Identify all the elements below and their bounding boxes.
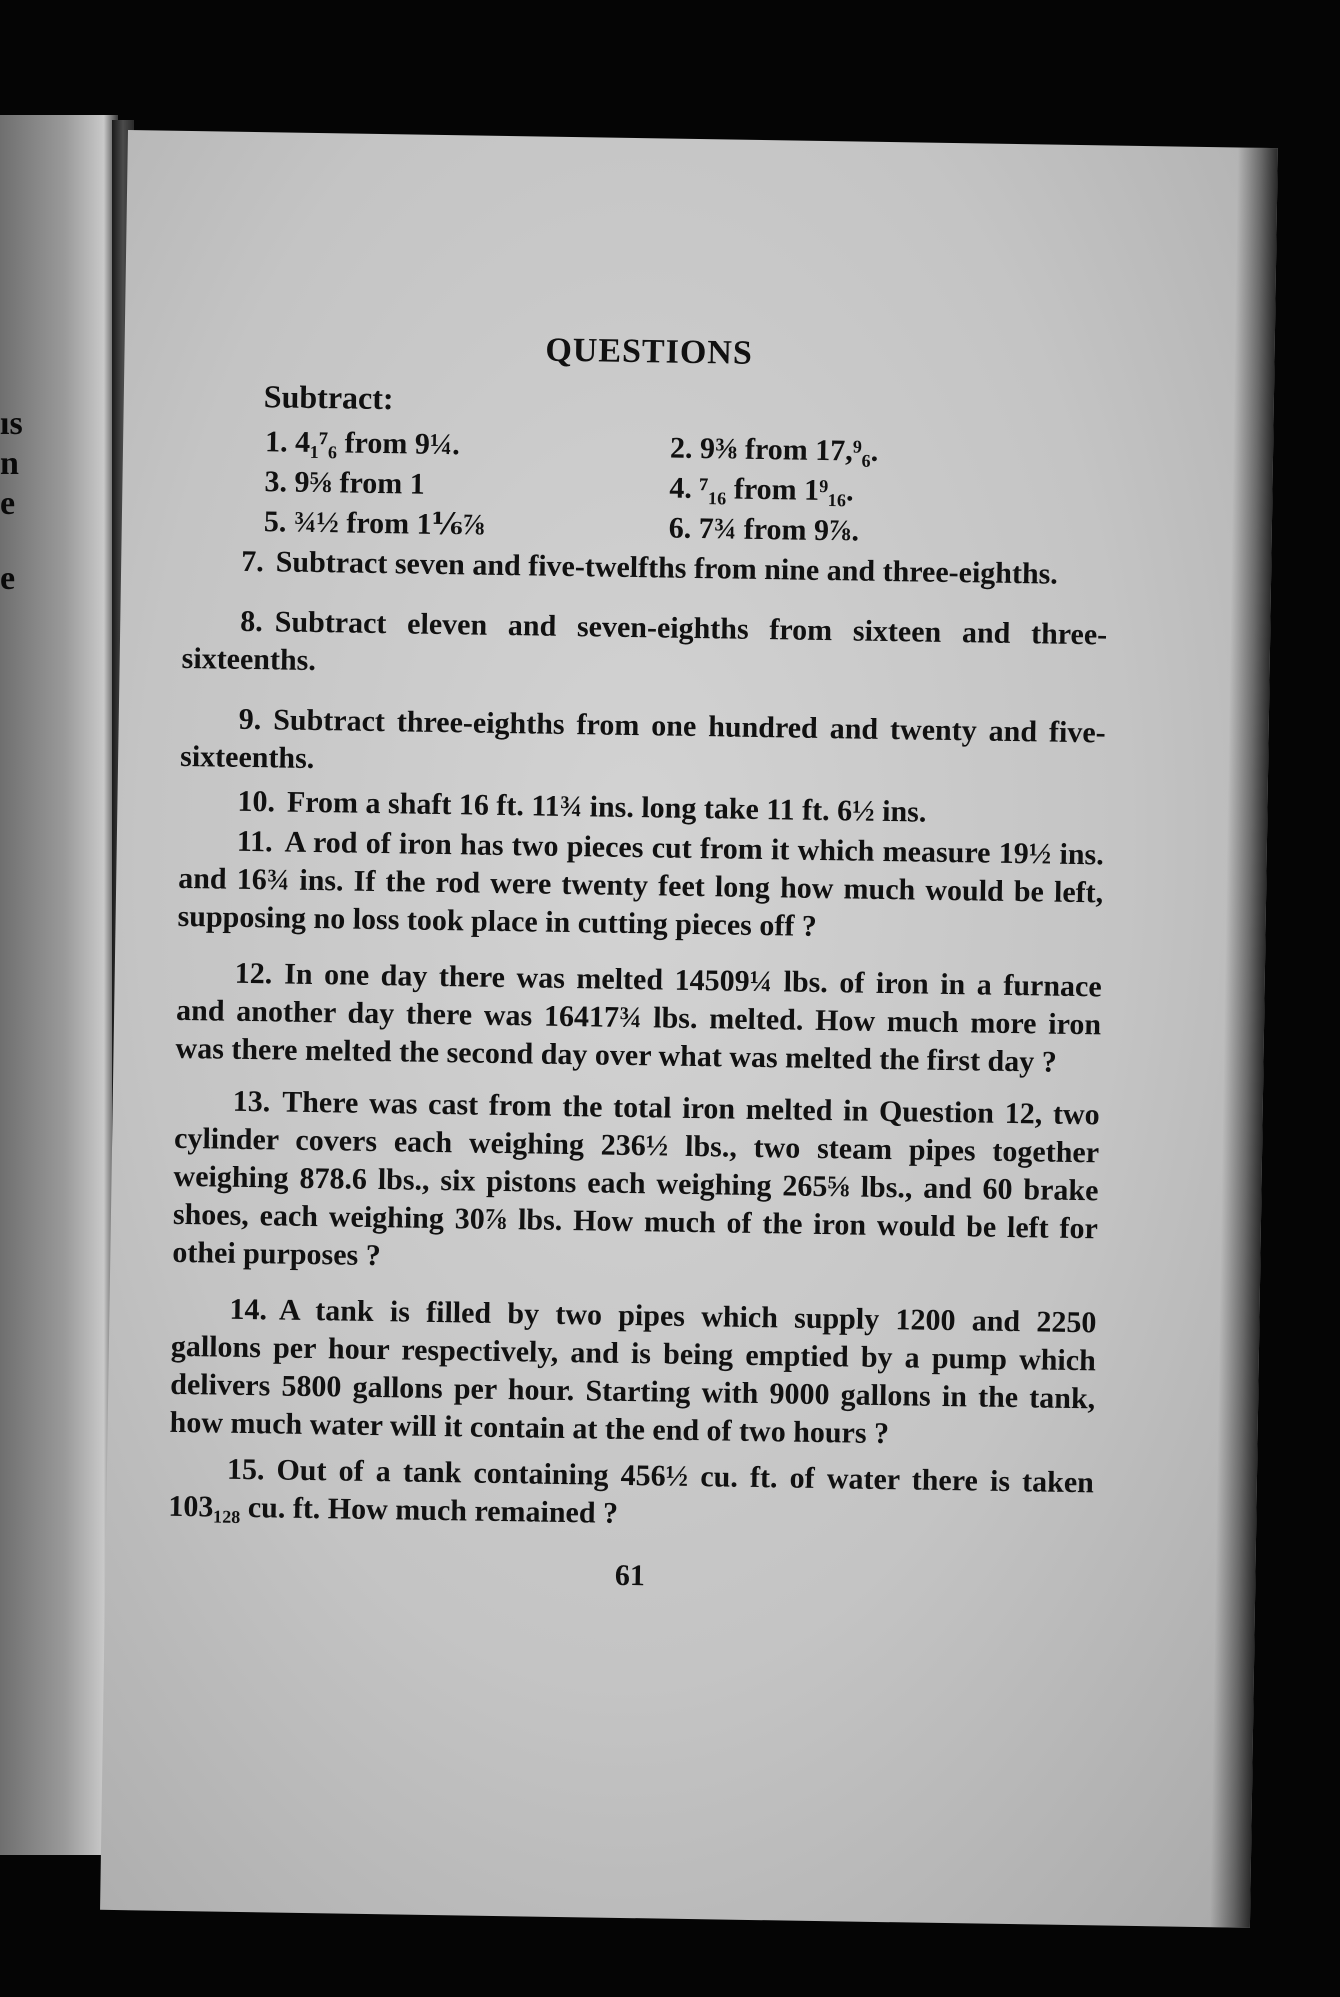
subtract-label: Subtract: — [263, 378, 394, 417]
question — [172, 1082, 1100, 1287]
facing-page — [0, 115, 118, 1855]
exercise-number: 3. — [264, 465, 288, 499]
question — [175, 954, 1102, 1083]
question-number: 14. — [229, 1292, 268, 1327]
question — [168, 1450, 1094, 1541]
exercise-number: 1. — [264, 425, 288, 459]
exercise-item — [669, 470, 1090, 515]
exercise-text: 9⅝ from 1 — [294, 465, 425, 501]
question-text: There was cast from the total iron melted in Question 12, two cylinder covers each weighing 236½ lbs., two steam pipes together weighing 878.6 lbs., six pistons each weighing 265⅝ lbs., and 60 brake shoes, each weighing 30⅞ lbs. How much of the iron would be left for othei purposes ? — [172, 1085, 1100, 1273]
exercise-number: 4. — [669, 471, 693, 505]
question-number: 15. — [226, 1452, 265, 1487]
question — [169, 1290, 1096, 1457]
question — [181, 602, 1107, 693]
exercise-number: 5. — [263, 505, 287, 539]
exercise-item — [265, 423, 671, 467]
page-edge-shadow — [1210, 147, 1278, 1927]
question-number: 7. — [240, 544, 264, 579]
exercise-number: 6. — [668, 511, 692, 545]
exercise-text: 4₁⁷₆ from 9¼. — [294, 425, 461, 462]
exercise-number: 2. — [669, 431, 693, 465]
page-content — [167, 326, 1112, 1602]
subtract-exercises — [264, 423, 1111, 554]
exercise-text: ⁷₁₆ from 1⁹₁₆. — [699, 472, 854, 508]
question-text: From a shaft 16 ft. 11¾ ins. long take 11 ft. 6½ ins. — [286, 785, 927, 829]
question-text: Subtract seven and five-twelfths from nine and three-eighths. — [275, 545, 1059, 591]
question-number: 9. — [238, 702, 262, 737]
question-text: A tank is filled by two pipes which supply 1200 and 2250 gallons per hour respectively, and is being emptied by a pump which delivers 5800 gallons per hour. Starting with 9000 gallons in the tank, how much water will it contain at the end of two hours ? — [169, 1293, 1097, 1451]
question-text: In one day there was melted 14509¼ lbs. of iron in a furnace and another day there was 16417¾ lbs. melted. How much more iron was there melted the second day over what was melted the first day ? — [175, 957, 1102, 1079]
exercise-item — [669, 510, 1090, 555]
book-page — [100, 130, 1278, 1928]
question-text: Out of a tank containing 456½ cu. ft. of water there is taken 103₁₂₈ cu. ft. How much remained ? — [168, 1453, 1095, 1530]
page-heading: QUESTIONS — [545, 331, 754, 372]
question-text: Subtract eleven and seven-eighths from sixteen and three-sixteenths. — [181, 605, 1108, 678]
exercise-text: 7¾ from 9⅞. — [698, 512, 860, 548]
exercise-text: ¾½ from 1⅙⅞ — [293, 505, 486, 542]
exercise-item — [264, 463, 670, 507]
question-number: 13. — [232, 1084, 271, 1119]
exercise-text: 9⅜ from 17,⁹₆. — [699, 432, 879, 468]
question-number: 11. — [236, 824, 273, 859]
page-number: 61 — [614, 1558, 646, 1593]
facing-page-fragment: e — [0, 485, 16, 522]
question — [180, 700, 1106, 791]
question — [177, 822, 1104, 951]
facing-page-fragment: e — [0, 560, 16, 597]
facing-page-fragment: n — [0, 445, 19, 482]
question-text: A rod of iron has two pieces cut from it which measure 19½ ins. and 16¾ ins. If the rod were twenty feet long how much would be left, supposing no loss took place in cutting pieces off ? — [177, 825, 1104, 943]
exercise-item — [670, 430, 1091, 475]
exercise-item — [264, 503, 670, 547]
facing-page-fragment: ıs — [0, 405, 23, 442]
question-number: 10. — [237, 784, 276, 819]
question-number: 12. — [234, 956, 273, 991]
question-number: 8. — [240, 604, 264, 639]
question-text: Subtract three-eighths from one hundred and twenty and five-sixteenths. — [179, 703, 1106, 776]
